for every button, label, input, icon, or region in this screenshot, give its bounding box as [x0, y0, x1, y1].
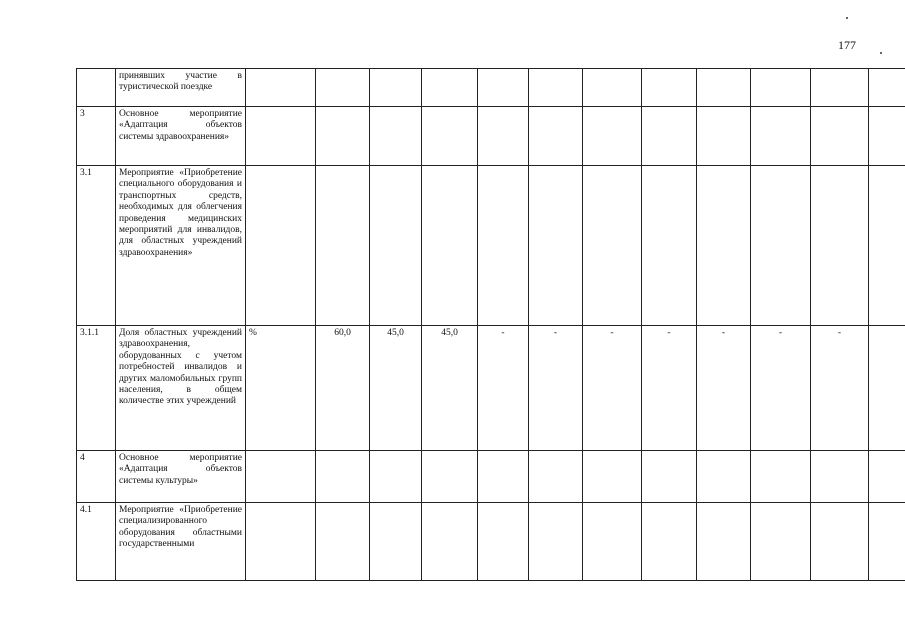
value-cell: [422, 107, 478, 166]
value-cell: [697, 451, 751, 503]
value-cell: [478, 107, 529, 166]
value-cell: [583, 503, 642, 581]
table-row: [77, 107, 905, 166]
value-cell: [316, 503, 370, 581]
value-cell: 45,0: [370, 326, 422, 451]
value-cell: [811, 69, 869, 107]
value-cell: -: [478, 326, 529, 451]
row-unit: %: [246, 326, 316, 451]
scan-speck: [846, 17, 848, 19]
value-cell: -: [529, 326, 583, 451]
value-cell: [422, 451, 478, 503]
value-cell: [751, 451, 811, 503]
value-cell: [751, 503, 811, 581]
value-cell: [583, 166, 642, 326]
row-number: 4: [77, 451, 116, 503]
value-cell: [697, 107, 751, 166]
value-cell: [422, 69, 478, 107]
value-cell: [869, 69, 905, 107]
row-unit: [246, 69, 316, 107]
table-body: [77, 69, 905, 581]
table-row: [77, 451, 905, 503]
value-cell: [422, 503, 478, 581]
value-cell: [811, 503, 869, 581]
table-row: [77, 503, 905, 581]
value-cell: [811, 451, 869, 503]
value-cell: [642, 451, 697, 503]
value-cell: [316, 451, 370, 503]
value-cell: [869, 503, 905, 581]
page-number: 177: [838, 38, 856, 52]
value-cell: -: [642, 326, 697, 451]
value-cell: [316, 166, 370, 326]
value-cell: [751, 166, 811, 326]
row-unit: [246, 166, 316, 326]
value-cell: [869, 326, 905, 451]
row-name: Доля областных учреждений здравоохранения, оборудованных с учетом потребностей инвалидов и других маломобильных групп населения, в общем количестве этих учреждений: [116, 326, 246, 451]
value-cell: [370, 503, 422, 581]
value-cell: [642, 503, 697, 581]
value-cell: [370, 107, 422, 166]
value-cell: [869, 107, 905, 166]
value-cell: 60,0: [316, 326, 370, 451]
value-cell: [697, 166, 751, 326]
value-cell: -: [811, 326, 869, 451]
row-number: 3.1.1: [77, 326, 116, 451]
value-cell: [869, 166, 905, 326]
value-cell: [370, 69, 422, 107]
value-cell: [316, 107, 370, 166]
value-cell: [422, 166, 478, 326]
value-cell: [316, 69, 370, 107]
value-cell: [869, 451, 905, 503]
value-cell: -: [751, 326, 811, 451]
value-cell: [529, 107, 583, 166]
row-name: принявших участие в туристической поездке: [116, 69, 246, 107]
value-cell: [583, 107, 642, 166]
value-cell: -: [583, 326, 642, 451]
value-cell: [370, 451, 422, 503]
scan-speck: [880, 52, 882, 54]
table-row: [77, 326, 905, 451]
row-name: Основное мероприятие «Адаптация объектов системы здравоохранения»: [116, 107, 246, 166]
row-name: Мероприятие «Приобретение специализированного оборудования областными государственными: [116, 503, 246, 581]
value-cell: [529, 166, 583, 326]
row-unit: [246, 451, 316, 503]
value-cell: [478, 451, 529, 503]
value-cell: 45,0: [422, 326, 478, 451]
table-row: [77, 166, 905, 326]
table-row: [77, 69, 905, 107]
row-name: Мероприятие «Приобретение специального оборудования и транспортных средств, необходимых для облегчения проведения медицинских мероприятий для инвалидов, для областных учреждений здравоохранения»: [116, 166, 246, 326]
value-cell: [529, 503, 583, 581]
value-cell: [529, 451, 583, 503]
value-cell: [697, 69, 751, 107]
row-unit: [246, 503, 316, 581]
value-cell: [811, 166, 869, 326]
value-cell: [642, 166, 697, 326]
row-number: 3.1: [77, 166, 116, 326]
value-cell: [811, 107, 869, 166]
value-cell: [478, 503, 529, 581]
value-cell: [478, 69, 529, 107]
value-cell: [751, 69, 811, 107]
value-cell: [642, 69, 697, 107]
row-number: [77, 69, 116, 107]
value-cell: -: [697, 326, 751, 451]
value-cell: [751, 107, 811, 166]
row-number: 4.1: [77, 503, 116, 581]
value-cell: [642, 107, 697, 166]
value-cell: [478, 166, 529, 326]
value-cell: [370, 166, 422, 326]
row-name: Основное мероприятие «Адаптация объектов системы культуры»: [116, 451, 246, 503]
value-cell: [529, 69, 583, 107]
row-unit: [246, 107, 316, 166]
row-number: 3: [77, 107, 116, 166]
value-cell: [697, 503, 751, 581]
value-cell: [583, 69, 642, 107]
indicators-table: [76, 68, 905, 581]
value-cell: [583, 451, 642, 503]
